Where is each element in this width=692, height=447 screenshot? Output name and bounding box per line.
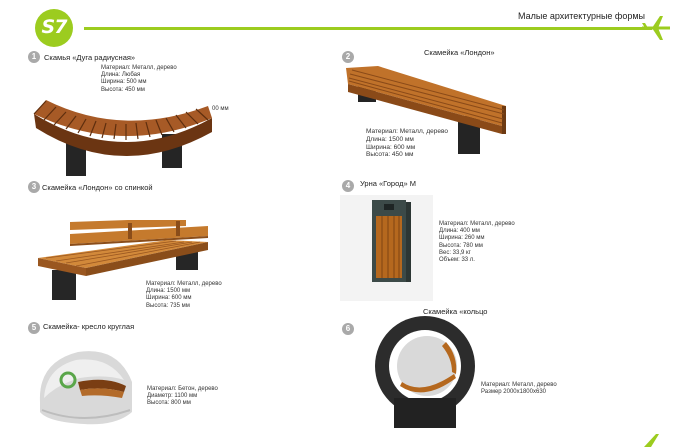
spec-line: Материал: Металл, дерево [366,128,448,135]
spec-line: Высота: 780 мм [439,242,483,249]
spec-line: Ширина: 500 мм [101,79,147,86]
airplane-icon [640,14,672,42]
spec-line: Объем: 33 л. [439,257,475,264]
s7-logo [35,9,73,47]
curved-bench-image [32,98,217,178]
spec-line: Материал: Металл, дерево [481,382,557,388]
item-specs [147,386,218,408]
item-title: Урна «Город» М [360,179,416,188]
item-number-badge: 1 [28,51,40,63]
item-title: Скамья «Дуга радиусная» [44,53,136,62]
item-number-badge: 5 [28,322,40,334]
item-number-badge: 3 [28,181,40,193]
spec-line: Высота: 450 мм [366,151,414,159]
trash-bin-image [366,198,414,286]
item-specs [101,65,177,94]
spec-line: Размер 2000х1800х630 [481,389,546,396]
item-number-badge: 2 [342,51,354,63]
item-specs [439,221,515,264]
spec-line: Ширина: 600 мм [366,143,416,151]
logo-text: S7 [41,16,67,38]
concrete-chair-image [36,346,136,428]
item-title: Скамейка «кольцо [423,307,488,316]
spec-line: Длина: 1500 мм [366,135,414,143]
item-specs [366,128,448,159]
page-title: Малые архитектурные формы [518,11,645,21]
spec-line: Материал: Бетон, дерево [147,386,218,392]
spec-line: Длина: 1500 мм [146,288,191,295]
item-title: Скамейка- кресло круглая [43,322,135,331]
item-specs [481,382,557,396]
item-title: Скамейка «Лондон» со спинкой [42,183,153,192]
item-specs [146,281,222,310]
airplane-corner-icon [640,428,670,447]
spec-line: Высота: 800 мм [147,400,191,407]
item-number-badge: 4 [342,180,354,192]
spec-line: Диаметр: 1100 мм [147,393,198,400]
spec-line: Материал: Металл, дерево [101,65,177,71]
spec-line: Вес: 33,9 кг [439,249,471,256]
spec-line: Ширина: 260 мм [439,235,485,242]
spec-line: Высота: 735 мм [146,302,190,309]
ring-bench-image [372,312,478,430]
item-title: Скамейка «Лондон» [424,48,495,57]
spec-line: Ширина: 600 мм [146,295,192,302]
spec-line: Длина: Любая [101,72,141,79]
spec-line: Высота: 450 мм [101,86,145,93]
spec-line: Длина: 400 мм [439,228,480,235]
spec-line: Материал: Металл, дерево [146,281,222,287]
header-line [84,27,652,30]
item-number-badge: 6 [342,323,354,335]
cut-off-text: 00 мм [212,106,229,112]
spec-line: Материал: Металл, дерево [439,221,515,227]
